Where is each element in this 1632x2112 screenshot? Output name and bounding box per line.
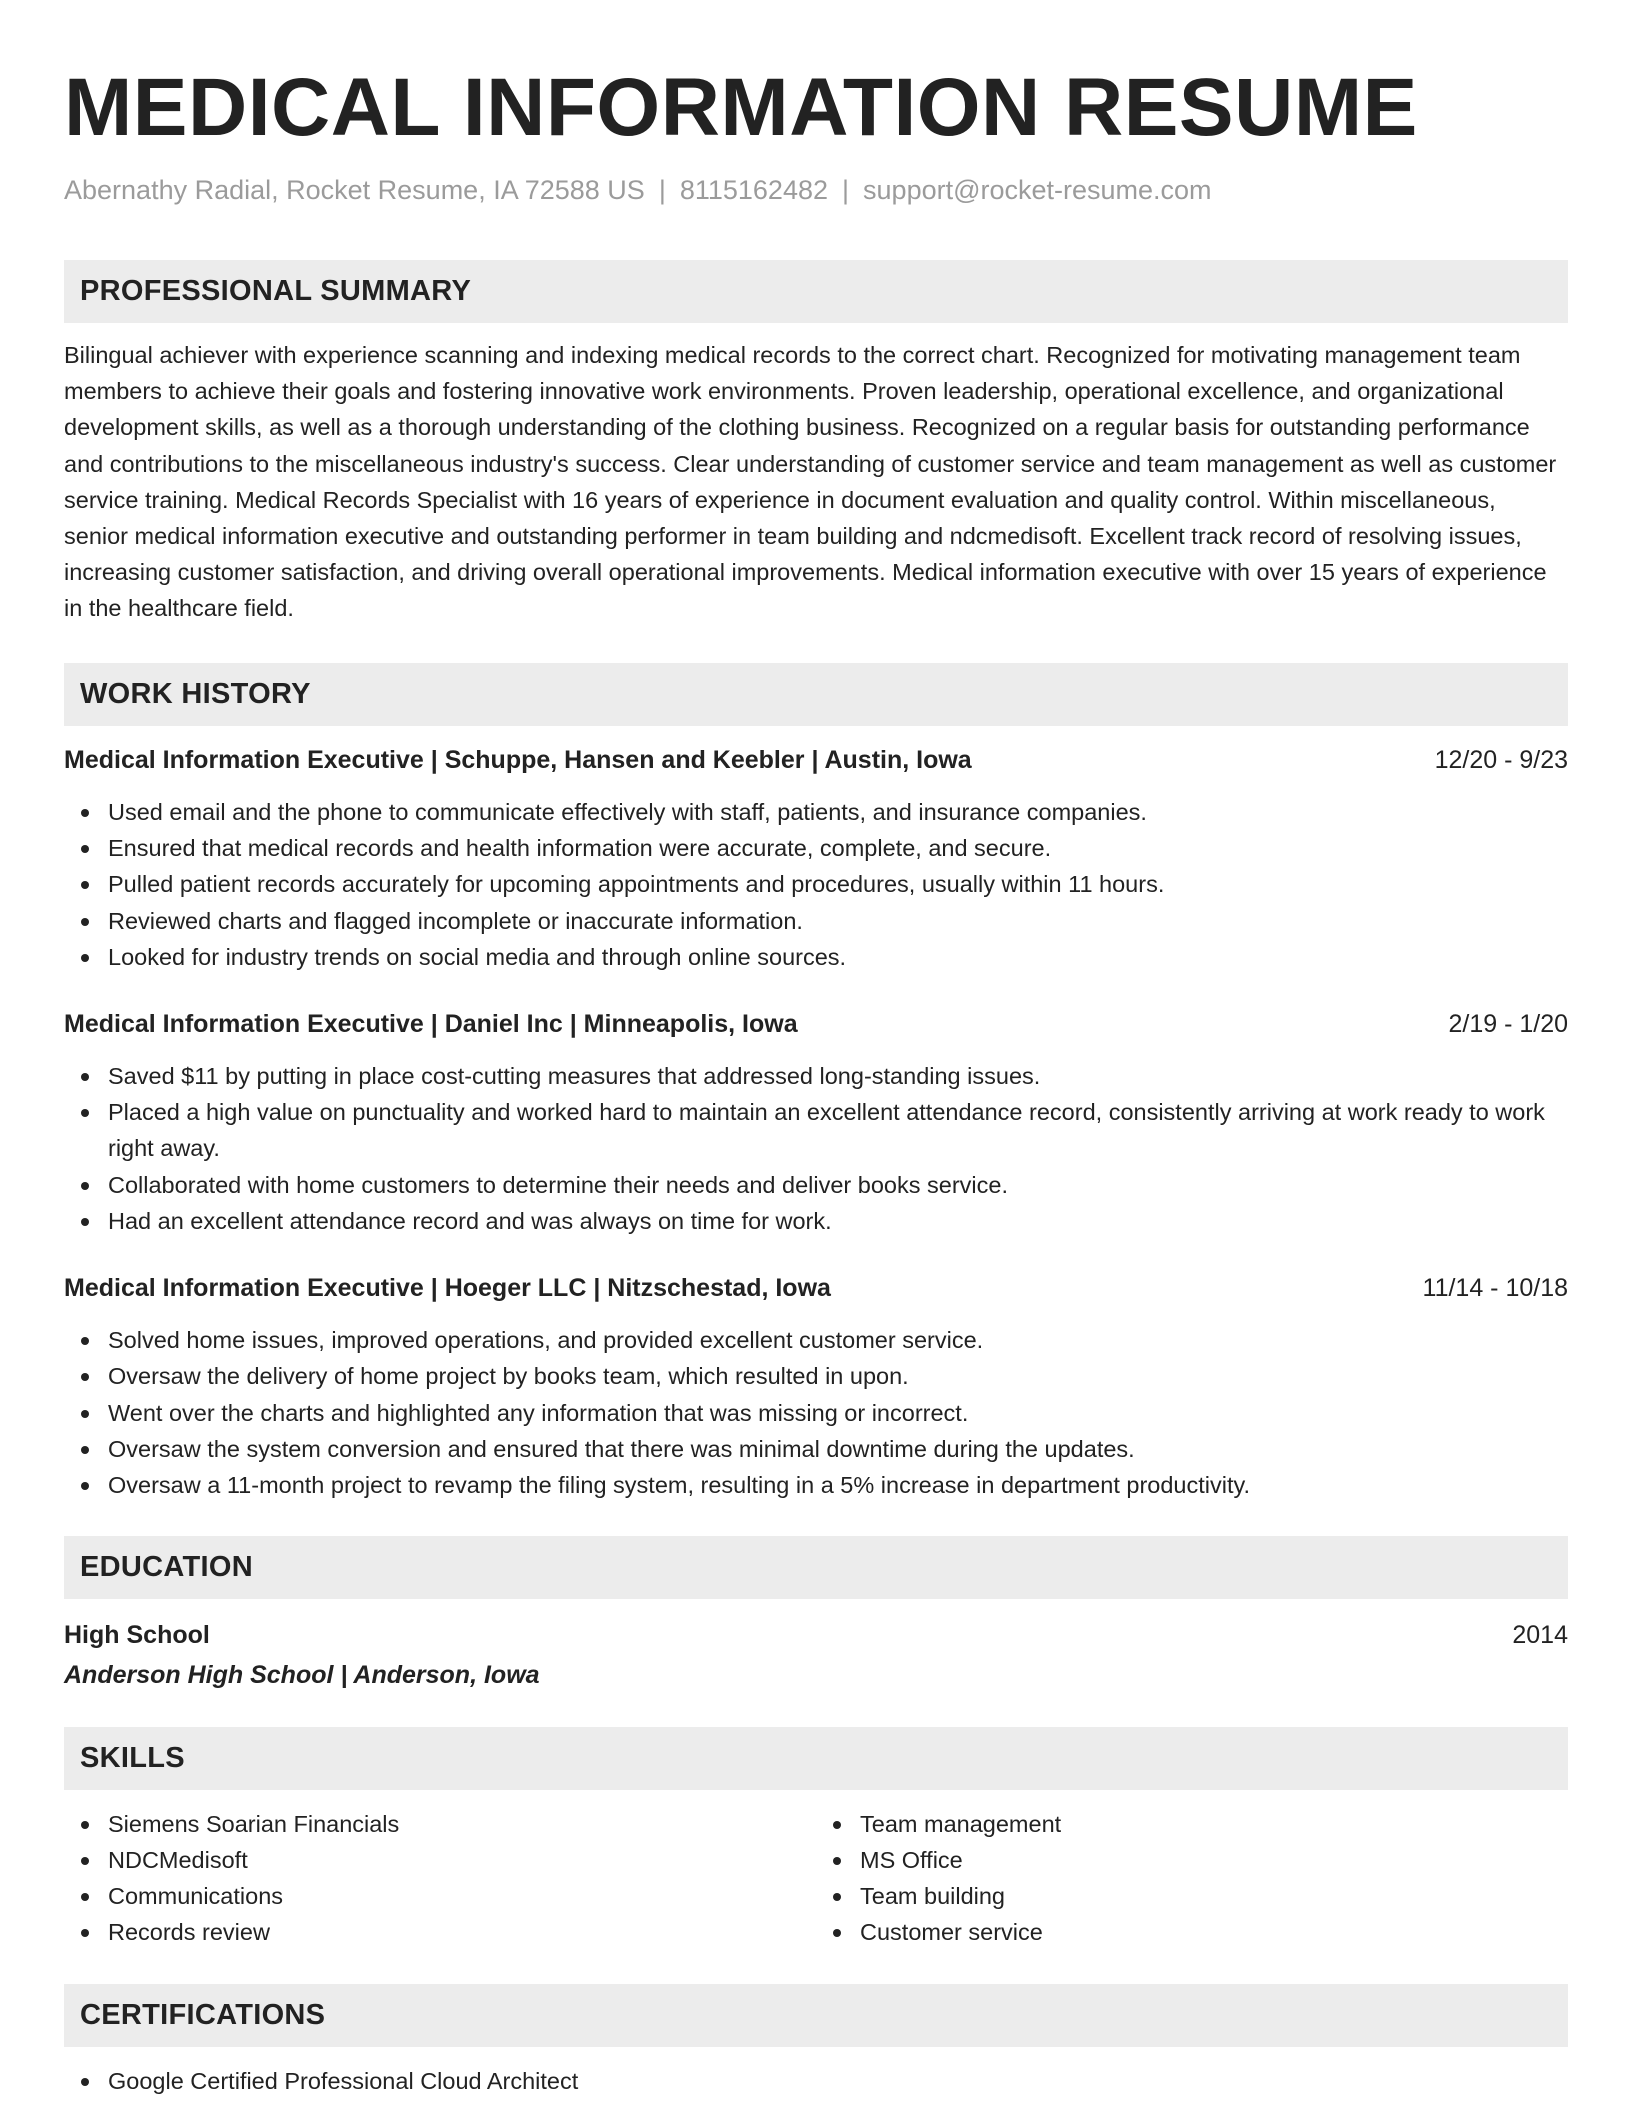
job-bullet [64,1395,1568,1431]
job-bullets [64,794,1568,976]
job-bullet-text: Had an excellent attendance record and was always on time for work. [108,1208,832,1235]
job-bullet-text: Pulled patient records accurately for upcoming appointments and procedures, usually within 11 hours. [108,871,1165,898]
job-bullet [64,903,1568,939]
job-bullet [64,1467,1568,1503]
job-bullet [64,1358,1568,1394]
bullet-dot-icon [81,1929,89,1937]
bullet-dot-icon [81,2078,89,2086]
bullet-dot-icon [81,1109,89,1117]
job-bullet [64,1203,1568,1239]
bullet-dot-icon [833,1821,841,1829]
job-bullet-text: Reviewed charts and flagged incomplete or inaccurate information. [108,907,803,934]
bullet-dot-icon [81,1182,89,1190]
job-bullet-text: Ensured that medical records and health information were accurate, complete, and secure. [108,835,1052,862]
bullet-dot-icon [81,809,89,817]
skill-label: MS Office [860,1846,963,1873]
education-year: 2014 [1512,1620,1568,1649]
bullet-dot-icon [81,1373,89,1381]
contact-address: Abernathy Radial, Rocket Resume, IA 72588 US [64,175,645,205]
job-dates: 11/14 - 10/18 [1422,1273,1568,1302]
job-entry [64,1270,1568,1504]
summary-paragraph: Bilingual achiever with experience scanning and indexing medical records to the correct chart. Recognized for motivating management team members to achieve their goals and fostering innovative work environments. Proven leadership, operational excellence, and organizational development skills, as well as a thorough understanding of the clothing business. Recognized on a regular basis for outstanding performance and contributions to the miscellaneous industry's success. Clear understanding of customer service and team management as well as customer service training. Medical Records Specialist with 16 years of experience in document evaluation and quality control. Within miscellaneous, senior medical information executive and outstanding performer in team building and ndcmedisoft. Excellent track record of resolving issues, increasing customer satisfaction, and driving overall operational improvements. Medical information executive with over 15 years of experience in the healthcare field. [64,342,1557,622]
skill-item [64,1806,816,1842]
skill-label: NDCMedisoft [108,1846,248,1873]
contact-email: support@rocket-resume.com [863,175,1212,205]
job-header [64,1006,1568,1042]
skill-label: Records review [108,1918,270,1945]
bullet-dot-icon [81,918,89,926]
skill-label: Customer service [860,1918,1043,1945]
job-bullet [64,1094,1568,1167]
skill-label: Communications [108,1882,284,1909]
job-bullet [64,1322,1568,1358]
contact-separator: | [658,175,666,205]
job-bullet-text: Collaborated with home customers to determine their needs and deliver books service. [108,1171,1008,1198]
education-school: Anderson High School | Anderson, Iowa [64,1660,540,1689]
bullet-dot-icon [81,954,89,962]
bullet-dot-icon [81,1893,89,1901]
job-bullet-text: Looked for industry trends on social media and through online sources. [108,944,847,971]
job-header [64,742,1568,778]
section-heading-certifications: CERTIFICATIONS [64,1984,1568,2047]
job-bullet-text: Oversaw a 11-month project to revamp the filing system, resulting in a 5% increase in department productivity. [108,1472,1251,1499]
section-heading-work-history: WORK HISTORY [64,663,1568,726]
skill-item [816,1806,1568,1842]
bullet-dot-icon [81,1410,89,1418]
job-bullet [64,1431,1568,1467]
job-bullet-text: Oversaw the system conversion and ensured that there was minimal downtime during the updates. [108,1435,1135,1462]
job-bullet [64,1167,1568,1203]
certification-label: Google Certified Professional Cloud Architect [108,2067,579,2094]
skill-item [816,1914,1568,1950]
bullet-dot-icon [81,1821,89,1829]
section-heading-summary: PROFESSIONAL SUMMARY [64,260,1568,323]
skill-item [64,1878,816,1914]
bullet-dot-icon [81,1446,89,1454]
bullet-dot-icon [81,845,89,853]
job-title: Medical Information Executive | Hoeger LLC | Nitzschestad, Iowa [64,1273,831,1302]
certifications-list [64,2063,1568,2099]
skill-label: Siemens Soarian Financials [108,1810,400,1837]
job-entry [64,742,1568,976]
bullet-dot-icon [81,1482,89,1490]
job-bullet [64,830,1568,866]
bullet-dot-icon [81,1073,89,1081]
job-bullet [64,794,1568,830]
job-header [64,1270,1568,1306]
skill-item [816,1842,1568,1878]
certification-item [64,2063,1568,2099]
bullet-dot-icon [81,881,89,889]
bullet-dot-icon [833,1857,841,1865]
education-degree: High School [64,1620,210,1649]
bullet-dot-icon [81,1857,89,1865]
section-heading-skills: SKILLS [64,1727,1568,1790]
job-bullet-text: Went over the charts and highlighted any information that was missing or incorrect. [108,1399,969,1426]
job-dates: 12/20 - 9/23 [1434,745,1568,774]
job-bullet [64,939,1568,975]
skills-column-right [816,1806,1568,1950]
skills-grid [64,1806,1568,1950]
job-bullet [64,866,1568,902]
job-bullet-text: Used email and the phone to communicate effectively with staff, patients, and insurance companies. [108,798,1147,825]
contact-line [64,172,1568,208]
skill-item [816,1878,1568,1914]
job-dates: 2/19 - 1/20 [1448,1009,1568,1038]
contact-separator: | [842,175,850,205]
job-bullet-text: Saved $11 by putting in place cost-cutting measures that addressed long-standing issues. [108,1062,1041,1089]
job-title: Medical Information Executive | Daniel Inc | Minneapolis, Iowa [64,1009,798,1038]
bullet-dot-icon [81,1218,89,1226]
skill-item [64,1842,816,1878]
job-bullet-text: Placed a high value on punctuality and worked hard to maintain an excellent attendance record, consistently arriving at work ready to work right away. [108,1099,1545,1162]
job-bullet-text: Solved home issues, improved operations, and provided excellent customer service. [108,1326,984,1353]
skill-label: Team management [860,1810,1062,1837]
contact-phone: 8115162482 [679,175,829,205]
resume-title: MEDICAL INFORMATION RESUME [64,62,1418,153]
section-heading-education: EDUCATION [64,1536,1568,1599]
skill-item [64,1914,816,1950]
job-bullets [64,1322,1568,1504]
bullet-dot-icon [81,1337,89,1345]
skills-column-left [64,1806,816,1950]
skill-label: Team building [860,1882,1006,1909]
job-entry [64,1006,1568,1240]
job-bullet-text: Oversaw the delivery of home project by books team, which resulted in upon. [108,1363,909,1390]
bullet-dot-icon [833,1893,841,1901]
job-bullet [64,1058,1568,1094]
job-title: Medical Information Executive | Schuppe, Hansen and Keebler | Austin, Iowa [64,745,972,774]
job-bullets [64,1058,1568,1240]
bullet-dot-icon [833,1929,841,1937]
education-header [64,1617,1568,1653]
